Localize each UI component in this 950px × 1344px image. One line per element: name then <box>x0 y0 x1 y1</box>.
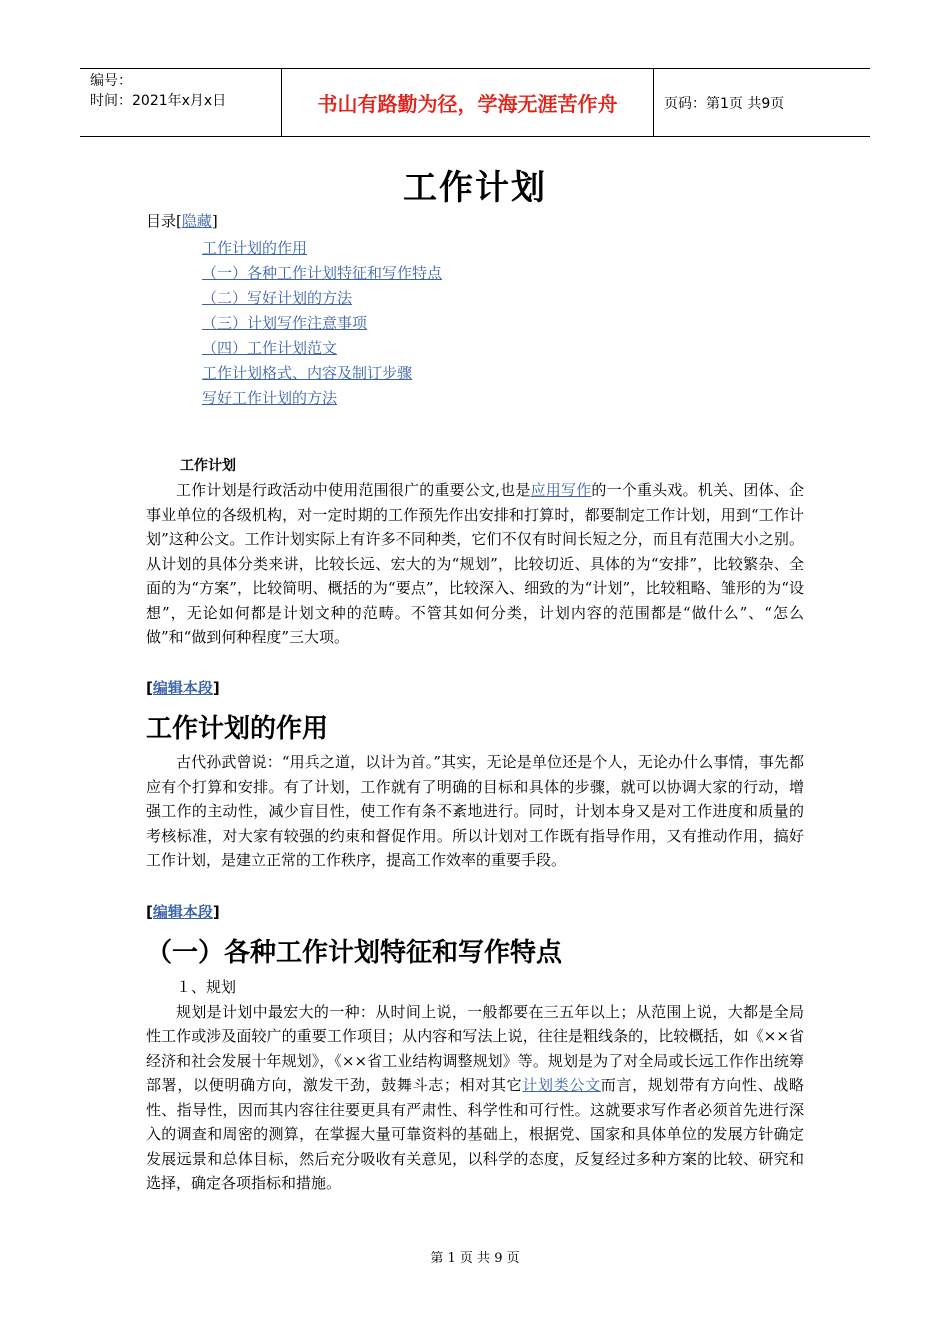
edit-section-link[interactable]: [编辑本段] <box>146 679 220 697</box>
intro-paragraph: 工作计划是行政活动中使用范围很广的重要公文,也是应用写作的一个重头戏。机关、团体、企事业单位的各级机构，对一定时期的工作预先作出安排和打算时，都要制定工作计划，用到“工作计划”这种公文。工作计划实际上有许多不同种类，它们不仅有时间长短之分，而且有范围大小之别。从计划的具体分类来讲，比较长远、宏大的为“规划”，比较切近、具体的为“安排”，比较繁杂、全面的为“方案”，比较简明、概括的为“要点”，比较深入、细致的为“计划”，比较粗略、雏形的为“设想”，无论如何都是计划文种的范畴。不管其如何分类，计划内容的范围都是“做什么”、“怎么做”和“做到何种程度”三大项。 <box>146 481 804 646</box>
toc-item[interactable]: （三）计划写作注意事项 <box>202 314 368 332</box>
page-title: 工作计划 <box>403 168 547 208</box>
intro-heading: 工作计划 <box>180 458 236 474</box>
subsection-label: １、规划 <box>176 978 237 996</box>
toc-item[interactable]: 写好工作计划的方法 <box>202 389 338 407</box>
time-label: 时间：2021年x月x日 <box>90 93 227 109</box>
page-footer: 第 1 页 共 9 页 <box>430 1251 520 1266</box>
section-heading: 工作计划的作用 <box>146 714 329 744</box>
page-info: 页码：第1页 共9页 <box>664 95 785 112</box>
motto: 书山有路勤为径，学海无涯苦作舟 <box>282 69 654 136</box>
section-heading: （一）各种工作计划特征和写作特点 <box>146 938 563 968</box>
toc-list <box>202 236 442 411</box>
applied-writing-link[interactable]: 应用写作 <box>530 481 592 499</box>
toc-hide-link[interactable]: 隐藏 <box>181 212 212 230</box>
plan-docs-link[interactable]: 计划类公文 <box>522 1076 601 1094</box>
header-meta-cell <box>80 69 282 136</box>
toc-item[interactable]: 工作计划的作用 <box>202 239 308 257</box>
toc-item[interactable]: （二）写好计划的方法 <box>202 289 353 307</box>
number-label: 编号： <box>90 73 132 89</box>
edit-section-link[interactable]: [编辑本段] <box>146 903 220 921</box>
toc-heading: 目录[隐藏] <box>146 212 218 230</box>
section-paragraph: 古代孙武曾说：“用兵之道，以计为首。”其实，无论是单位还是个人，无论办什么事情，事先都应有个打算和安排。有了计划，工作就有了明确的目标和具体的步骤，就可以协调大家的行动，增强工作的主动性，减少盲目性，使工作有条不紊地进行。同时，计划本身又是对工作进度和质量的考核标准，对大家有较强的约束和督促作用。所以计划对工作既有指导作用，又有推动作用，搞好工作计划，是建立正常的工作秩序，提高工作效率的重要手段。 <box>146 753 804 869</box>
header-table <box>80 68 870 137</box>
toc-item[interactable]: （四）工作计划范文 <box>202 339 338 357</box>
toc-item[interactable]: 工作计划格式、内容及制订步骤 <box>202 364 413 382</box>
section-paragraph: １、规划 规划是计划中最宏大的一种：从时间上说，一般都要在三五年以上；从范围上说，大都是全局性工作或涉及面较广的重要工作项目；从内容和写法上说，往往是粗线条的，比较概括，如《××省经济和社会发展十年规划》，《××省工业结构调整规划》等。规划是为了对全局或长远工作作出统筹部署，以便明确方向，激发干劲，鼓舞斗志；相对其它计划类公文而言，规划带有方向性、战略性、指导性，因而其内容往往要更具有严肃性、科学性和可行性。这就要求写作者必须首先进行深入的调查和周密的测算，在掌握大量可靠资料的基础上，根据党、国家和具体单位的发展方针确定发展远景和总体目标，然后充分吸收有关意见，以科学的态度，反复经过多种方案的比较、研究和选择，确定各项指标和措施。 <box>146 975 804 1196</box>
toc-item[interactable]: （一）各种工作计划特征和写作特点 <box>202 264 443 282</box>
